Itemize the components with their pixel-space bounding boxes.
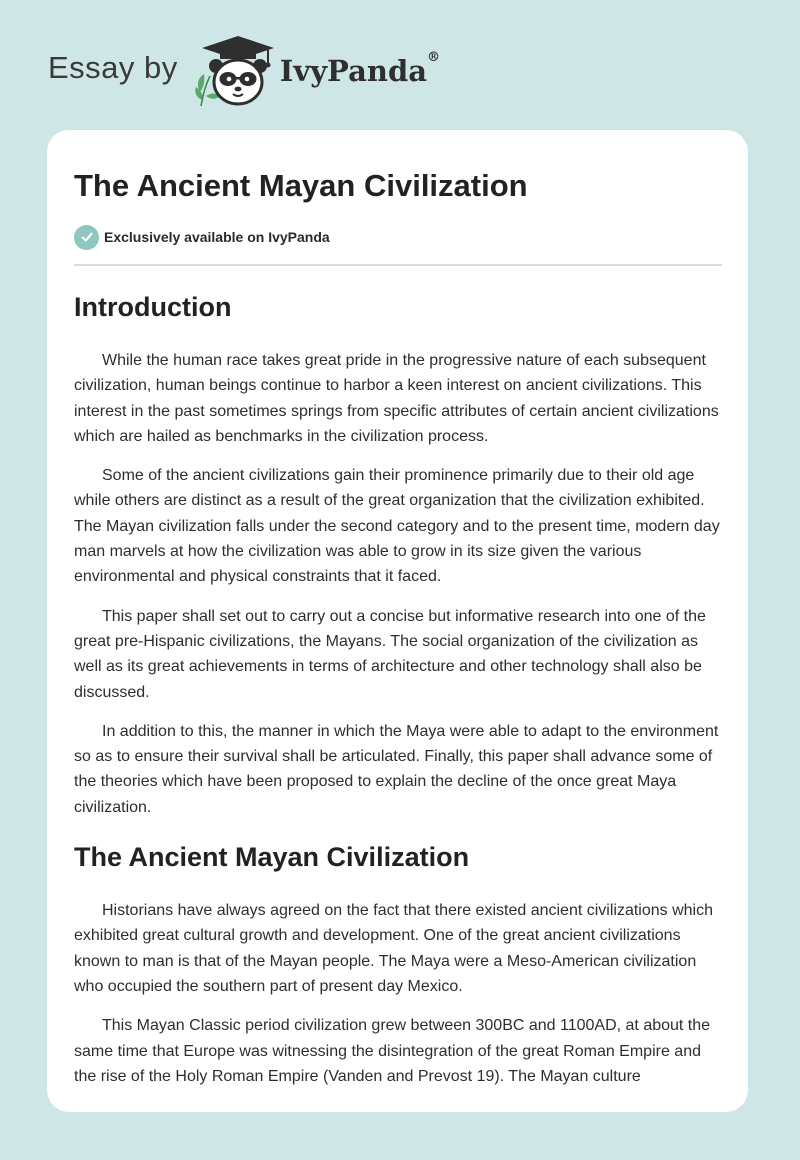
exclusive-badge <box>74 224 722 250</box>
essay-card <box>47 130 748 1112</box>
brand-header[interactable] <box>48 32 440 112</box>
paragraph: In addition to this, the manner in which the Maya were able to adapt to the environment so as to ensure their survival shall be articulated. Finally, this paper shall advance some of the theories which have been proposed to explain the decline of the once great Maya civilization. <box>74 722 719 816</box>
title-divider <box>74 264 722 266</box>
essay-title: The Ancient Mayan Civilization <box>74 168 528 203</box>
registered-mark: ® <box>427 50 441 65</box>
section-heading: The Ancient Mayan Civilization <box>74 842 470 873</box>
paragraph: Some of the ancient civilizations gain their prominence primarily due to their old age while others are distinct as a result of the great organization that the civilization exhibited. The Mayan civilization falls under the second category and to the present time, modern day man marvels at how the civilization was able to grow in its size given the various environmental and physical constraints that it faced. <box>74 467 720 586</box>
check-circle-icon <box>74 225 99 250</box>
paragraph: This paper shall set out to carry out a concise but informative research into one of the great pre-Hispanic civilizations, the Mayans. The social organization of the civilization as well as its great achievements in terms of architecture and other technology shall also be discussed. <box>74 607 706 701</box>
paragraph: This Mayan Classic period civilization grew between 300BC and 1100AD, at about the same time that Europe was witnessing the disintegration of the great Roman Empire and the rise of the Holy Roman Empire (Vanden and Prevost 19). The Mayan culture <box>74 1017 711 1085</box>
section-ancient-mayan-civilization <box>74 840 722 1089</box>
paragraph: Historians have always agreed on the fact that there existed ancient civilizations which exhibited great cultural growth and development. One of the great ancient civilizations known to man is that of the Mayan people. The Maya were a Meso-American civilization who occupied the southern part of present day Mexico. <box>74 902 713 995</box>
brand-name-text: IvyPanda <box>279 54 428 88</box>
ivypanda-logo-icon <box>190 34 276 110</box>
section-introduction <box>74 290 722 820</box>
exclusive-badge-label: Exclusively available on IvyPanda <box>104 229 330 245</box>
brand-prefix: Essay by <box>48 50 178 85</box>
paragraph: While the human race takes great pride in the progressive nature of each subsequent civilization, human beings continue to harbor a keen interest on ancient civilizations. This interest in the past sometimes springs from specific attributes of certain ancient civilizations which are hailed as benchmarks in the civilization process. <box>74 352 719 445</box>
brand-name <box>279 50 441 88</box>
section-heading: Introduction <box>74 292 232 322</box>
